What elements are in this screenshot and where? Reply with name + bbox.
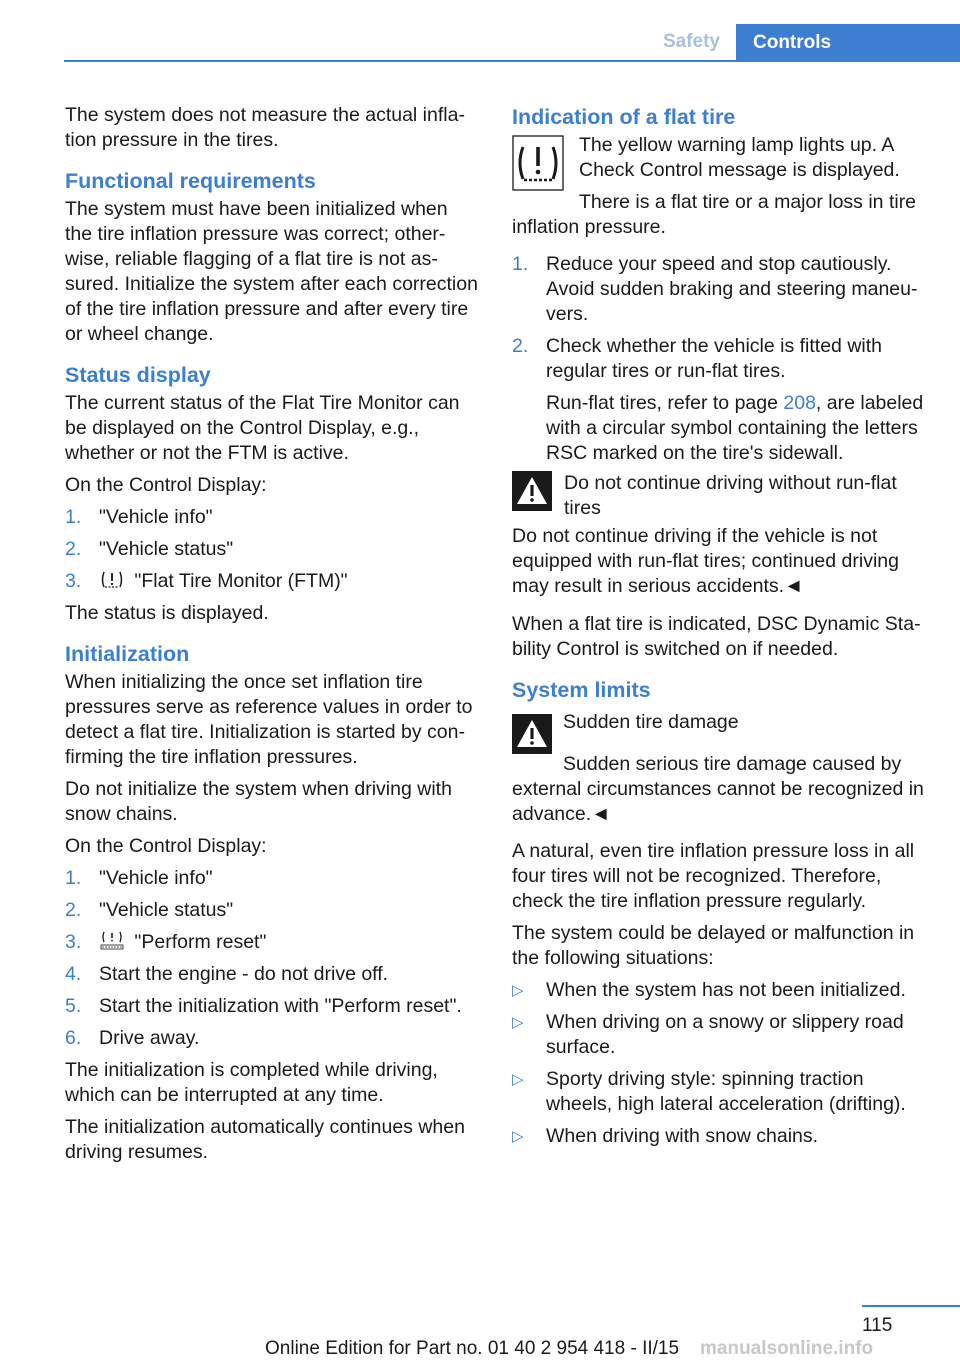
run-flat-reference: Run-flat tires, refer to page 208, are labeled with a circular symbol containing the letters RSC marked on the tire's sidewall.: [546, 392, 924, 464]
step-text: "Vehicle status": [99, 538, 234, 560]
list-item-text: When driving on a snowy or slippery road surface.: [546, 1011, 904, 1058]
functional-requirements-text: The system must have been initialized when the tire inflation pressure was correct; otherwise, reliable flagging of a flat tire is not assured. Initialize the system after each correction of the tire inflation pressure and after every tire or wheel change.: [65, 198, 478, 345]
step-text: Check whether the vehicle is fitted with regular tires or run-flat tires.: [546, 335, 882, 382]
page-link[interactable]: 208: [783, 392, 816, 414]
list-item: [512, 252, 930, 327]
step-text: Drive away.: [99, 1027, 200, 1049]
intro-text: The system does not measure the actual inflation pressure in the tires.: [65, 104, 465, 151]
flat-tire-steps: [512, 252, 930, 466]
status-display-heading: Status display: [65, 363, 211, 387]
list-item: [65, 569, 478, 594]
step-text: Start the engine - do not drive off.: [99, 963, 389, 985]
status-display-text: The current status of the Flat Tire Monitor can be displayed on the Control Display, e.g., whether or not the FTM is active.: [65, 392, 460, 464]
bullet-marker: ▷: [512, 1071, 524, 1088]
flat-tire-heading: Indication of a flat tire: [512, 105, 736, 129]
list-item: [65, 866, 478, 891]
initialization-heading: Initialization: [65, 642, 190, 666]
tab-controls[interactable]: Controls: [736, 24, 960, 62]
list-item: [65, 898, 478, 923]
warning-lamp-block: [512, 133, 930, 193]
sudden-damage-title: Sudden tire damage: [563, 711, 739, 733]
system-limits-heading: System limits: [512, 678, 651, 702]
step-number: 2.: [512, 335, 529, 357]
step-text: Start the initialization with "Perform reset".: [99, 995, 462, 1017]
status-result: The status is displayed.: [65, 602, 269, 624]
list-item-text: When driving with snow chains.: [546, 1125, 819, 1147]
step-text: "Vehicle info": [99, 867, 213, 889]
status-on-display: On the Control Display:: [65, 474, 267, 496]
run-flat-warning-title: Do not continue driving without run-flat tires: [564, 472, 897, 519]
step-number: 5.: [65, 995, 82, 1017]
step-number: 3.: [65, 570, 82, 592]
step-number: 2.: [65, 538, 82, 560]
delayed-text: The system could be delayed or malfunction in the following situations:: [512, 922, 915, 969]
watermark: manualsonline.info: [700, 1338, 874, 1359]
tire-warning-icon: [99, 570, 125, 590]
warning-lamp-description: The yellow warning lamp lights up. A Check Control message is displayed.: [579, 134, 900, 181]
page-number: 115: [862, 1315, 893, 1336]
list-item: [512, 1124, 930, 1149]
step-number: 3.: [65, 931, 82, 953]
list-item: [512, 1010, 930, 1060]
initialization-steps: [65, 866, 478, 1051]
tab-safety[interactable]: Safety: [662, 31, 720, 52]
initialization-note-2: The initialization automatically continues when driving resumes.: [65, 1116, 465, 1163]
initialization-on-display: On the Control Display:: [65, 835, 267, 857]
status-steps: [65, 505, 478, 594]
step-text: Reduce your speed and stop cautiously. Avoid sudden braking and steering maneuvers.: [546, 253, 918, 325]
limits-list: [512, 978, 930, 1149]
dsc-note: When a flat tire is indicated, DSC Dynamic Stability Control is switched on if needed.: [512, 613, 921, 660]
list-item: [65, 537, 478, 562]
list-item: [512, 334, 930, 466]
list-item-text: Sporty driving style: spinning traction wheels, high lateral acceleration (drifting).: [546, 1068, 906, 1115]
natural-loss-text: A natural, even tire inflation pressure loss in all four tires will not be recognized. Therefore, check the tire inflation pressure regularly.: [512, 840, 915, 912]
step-number: 1.: [512, 253, 529, 275]
list-item: [65, 962, 478, 987]
right-column: [512, 103, 930, 1156]
step-text: "Vehicle info": [99, 506, 213, 528]
flat-loss-text: There is a flat tire or a major loss in tire inflation pressure.: [512, 191, 917, 238]
list-item: [65, 994, 478, 1019]
step-number: 6.: [65, 1027, 82, 1049]
warning-lamp-text: [579, 133, 930, 193]
step-number: 1.: [65, 506, 82, 528]
bullet-marker: ▷: [512, 1128, 524, 1145]
list-item: [65, 505, 478, 530]
list-item: [65, 930, 478, 955]
step-number: 2.: [65, 899, 82, 921]
step-text: "Perform reset": [134, 931, 267, 953]
initialization-snow-note: Do not initialize the system when driving with snow chains.: [65, 778, 452, 825]
warning-triangle-icon: [512, 471, 552, 511]
warning-triangle-icon: [512, 714, 552, 754]
edition-footer: Online Edition for Part no. 01 40 2 954 418 - II/15: [265, 1338, 680, 1359]
sudden-damage-warning: [512, 710, 930, 754]
bullet-marker: ▷: [512, 1014, 524, 1031]
run-flat-warning-text: Do not continue driving if the vehicle is not equipped with run-flat tires; continued driving may result in serious accidents.◄: [512, 525, 899, 597]
list-item: [65, 1026, 478, 1051]
initialization-text: When initializing the once set inflation tire pressures serve as reference values in order to detect a flat tire. Initialization is started by confirming the tire inflation pressures.: [65, 671, 473, 768]
left-column: [65, 103, 478, 1172]
initialization-note-1: The initialization is completed while driving, which can be interrupted at any time.: [65, 1059, 438, 1106]
step-text: "Vehicle status": [99, 899, 234, 921]
run-flat-warning: [512, 471, 930, 528]
sudden-damage-text: Sudden serious tire damage caused by external circumstances cannot be recognized in advance.◄: [512, 753, 924, 825]
tire-pressure-warning-lamp-icon: [512, 133, 564, 193]
list-item: [512, 978, 930, 1003]
step-text: "Flat Tire Monitor (FTM)": [134, 570, 348, 592]
functional-requirements-heading: Functional requirements: [65, 169, 316, 193]
step-number: 4.: [65, 963, 82, 985]
tire-reset-icon: [99, 931, 125, 951]
footer-rule: [862, 1305, 960, 1307]
step-number: 1.: [65, 867, 82, 889]
list-item: [512, 1067, 930, 1117]
bullet-marker: ▷: [512, 982, 524, 999]
list-item-text: When the system has not been initialized.: [546, 979, 906, 1001]
